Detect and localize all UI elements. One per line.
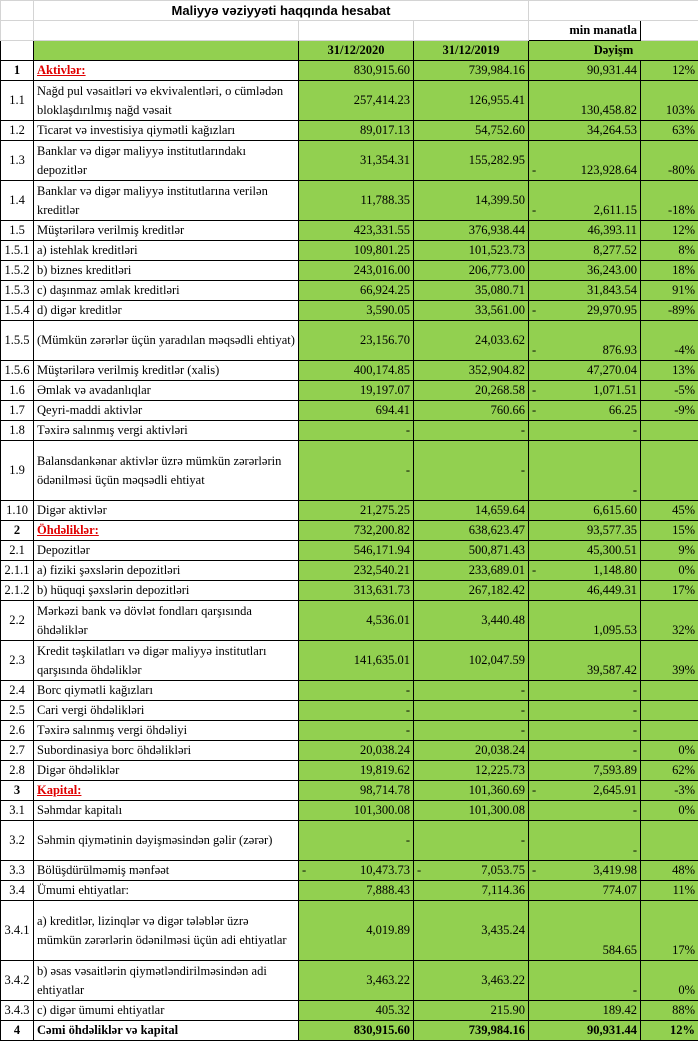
change-amount: - [632, 683, 638, 697]
row-code: 3 [1, 781, 34, 801]
value-2020: 31,354.31 [360, 153, 410, 167]
value-2020: 405.32 [375, 1003, 410, 1017]
table-row [1, 801, 698, 821]
row-code: 1.5 [1, 221, 34, 241]
change-amount: 584.65 [602, 943, 638, 957]
value-2019: 101,360.69 [468, 783, 526, 797]
row-code: 1.6 [1, 381, 34, 401]
value-2019: 7,114.36 [481, 883, 526, 897]
change-amount: 8,277.52 [593, 243, 638, 257]
table-row [1, 961, 698, 1001]
row-code: 2.7 [1, 741, 34, 761]
table-row [1, 321, 698, 361]
table-row [1, 241, 698, 261]
value-2020: 423,331.55 [353, 223, 410, 237]
row-code: 1.5.5 [1, 321, 34, 361]
row-label: a) kreditlər, lizinqlər və digər tələblər üzrə mümkün zərərlərin ödənilməsi üçün adi ehtiyatlar [37, 913, 287, 947]
row-label: Banklar və digər maliyyə institutlarına verilən kreditlər [37, 183, 268, 217]
row-code: 3.3 [1, 861, 34, 881]
row-label: Ticarət və investisiya qiymətli kağızları [37, 123, 236, 137]
header-2019: 31/12/2019 [414, 41, 529, 61]
row-code: 3.4.3 [1, 1001, 34, 1021]
value-2019: 352,904.82 [468, 363, 526, 377]
row-label: Nağd pul vəsaitləri və ekvivalentləri, o cümlədən bloklaşdırılmış nağd vəsait [37, 83, 284, 117]
row-code: 1.4 [1, 181, 34, 221]
value-2020: 7,888.43 [366, 883, 410, 897]
row-label: Balansdankənar aktivlər üzrə mümkün zərərlərin ödənilməsi üçün məqsədli ehtiyat [37, 453, 282, 487]
row-label: Kredit təşkilatları və digər maliyyə institutları qarşısında öhdəliklər [37, 643, 267, 677]
change-amount: 39,587.42 [587, 663, 638, 677]
value-2019: 35,080.71 [475, 283, 526, 297]
value-2020: 257,414.23 [353, 93, 410, 107]
row-label: b) əsas vəsaitlərin qiymətləndirilməsindən adi ehtiyatlar [37, 963, 267, 997]
change-percent: 45% [641, 501, 698, 521]
row-label: Ümumi ehtiyatlar: [37, 883, 129, 897]
value-2019: 101,300.08 [468, 803, 526, 817]
table-row [1, 421, 698, 441]
table-row [1, 301, 698, 321]
value-2020: 3,463.22 [366, 973, 410, 987]
change-percent: 88% [641, 1001, 698, 1021]
change-percent: 11% [641, 881, 698, 901]
change-amount: 130,458.82 [580, 103, 638, 117]
row-code: 2.6 [1, 721, 34, 741]
row-code: 3.2 [1, 821, 34, 861]
change-percent: -9% [641, 401, 698, 421]
negative-sign: - [532, 383, 537, 397]
value-2020: 4,019.89 [366, 923, 410, 937]
negative-sign: - [532, 343, 537, 357]
row-label: (Mümkün zərərlər üçün yaradılan məqsədli ehtiyat) [37, 333, 295, 347]
table-row [1, 361, 698, 381]
change-amount: 45,300.51 [587, 543, 638, 557]
change-percent: -5% [641, 381, 698, 401]
row-code: 1.5.4 [1, 301, 34, 321]
value-2020: 830,915.60 [353, 63, 410, 77]
value-2019: - [520, 423, 526, 437]
value-2020: 546,171.94 [353, 543, 410, 557]
row-label: a) istehlak kreditləri [37, 243, 138, 257]
value-2020: 10,473.73 [360, 863, 410, 877]
row-label: Borc qiymətli kağızları [37, 683, 153, 697]
value-2019: 267,182.42 [468, 583, 526, 597]
value-2020: 694.41 [375, 403, 410, 417]
value-2019: - [520, 683, 526, 697]
change-percent [641, 421, 698, 441]
change-amount: - [632, 483, 638, 497]
change-amount: 876.93 [602, 343, 638, 357]
table-row [1, 721, 698, 741]
change-percent: 0% [641, 961, 698, 1001]
negative-sign: - [532, 863, 537, 877]
value-2019: 376,938.44 [468, 223, 526, 237]
change-amount: 66.25 [608, 403, 638, 417]
value-2019: 500,871.43 [468, 543, 526, 557]
value-2019: - [520, 723, 526, 737]
row-code: 1.5.3 [1, 281, 34, 301]
value-2019: - [520, 463, 526, 477]
value-2020: 66,924.25 [360, 283, 410, 297]
change-amount: 46,393.11 [587, 223, 638, 237]
change-percent [641, 441, 698, 501]
header-row [1, 41, 698, 61]
table-row [1, 221, 698, 241]
row-label: Öhdəliklər: [37, 523, 99, 537]
change-amount: 189.42 [602, 1003, 638, 1017]
table-row [1, 901, 698, 961]
change-percent: 12% [641, 61, 698, 81]
row-code: 1.5.6 [1, 361, 34, 381]
table-row [1, 501, 698, 521]
value-2019: 206,773.00 [468, 263, 526, 277]
value-2019: 3,463.22 [481, 973, 526, 987]
value-2019: 233,689.01 [468, 563, 526, 577]
row-label: Digər aktivlər [37, 503, 107, 517]
row-code: 3.4.1 [1, 901, 34, 961]
table-row [1, 381, 698, 401]
change-percent: 17% [641, 581, 698, 601]
change-percent: 39% [641, 641, 698, 681]
row-code: 1.7 [1, 401, 34, 421]
table-row [1, 521, 698, 541]
negative-sign: - [532, 403, 537, 417]
value-2019: 12,225.73 [475, 763, 526, 777]
value-2019: 155,282.95 [468, 153, 526, 167]
change-percent: 0% [641, 801, 698, 821]
row-label: Digər öhdəliklər [37, 763, 120, 777]
change-amount: - [632, 703, 638, 717]
value-2020: 732,200.82 [353, 523, 410, 537]
value-2020: 11,788.35 [360, 193, 410, 207]
value-2020: - [405, 723, 410, 737]
table-row [1, 141, 698, 181]
table-row [1, 601, 698, 641]
change-amount: 7,593.89 [593, 763, 638, 777]
value-2020: 109,801.25 [353, 243, 410, 257]
row-label: Kapital: [37, 783, 82, 797]
row-label: Cəmi öhdəliklər və kapital [37, 1023, 179, 1037]
change-amount: 123,928.64 [580, 163, 638, 177]
row-label: c) daşınmaz əmlak kreditləri [37, 283, 180, 297]
value-2020: 3,590.05 [366, 303, 410, 317]
change-percent: 91% [641, 281, 698, 301]
value-2020: 313,631.73 [353, 583, 410, 597]
value-2019: 102,047.59 [468, 653, 526, 667]
change-percent: 32% [641, 601, 698, 641]
row-label: c) digər ümumi ehtiyatlar [37, 1003, 165, 1017]
negative-sign: - [532, 563, 537, 577]
row-code: 1.2 [1, 121, 34, 141]
row-label: Müştərilərə verilmiş kreditlər (xalis) [37, 363, 220, 377]
value-2020: 19,819.62 [360, 763, 410, 777]
row-label: d) digər kreditlər [37, 303, 122, 317]
row-label: Bölüşdürülməmiş mənfəət [37, 863, 170, 877]
row-code: 1.8 [1, 421, 34, 441]
value-2019: 24,033.62 [475, 333, 526, 347]
value-2019: - [520, 703, 526, 717]
table-row [1, 821, 698, 861]
row-code: 2.1.1 [1, 561, 34, 581]
row-label: Müştərilərə verilmiş kreditlər [37, 223, 185, 237]
row-code: 1.5.2 [1, 261, 34, 281]
value-2020: 141,635.01 [353, 653, 410, 667]
change-amount: - [632, 723, 638, 737]
table-row [1, 1021, 698, 1041]
change-percent: -89% [641, 301, 698, 321]
change-amount: 774.07 [602, 883, 638, 897]
row-label: Təxirə salınmış vergi aktivləri [37, 423, 188, 437]
change-percent: 12% [641, 1021, 698, 1041]
table-row [1, 81, 698, 121]
change-amount: - [632, 743, 638, 757]
table-row [1, 281, 698, 301]
row-code: 2.1.2 [1, 581, 34, 601]
table-row [1, 881, 698, 901]
table-row [1, 261, 698, 281]
value-2019: 14,659.64 [475, 503, 526, 517]
row-label: Səhmin qiymətinin dəyişməsindən gəlir (zərər) [37, 833, 273, 847]
row-code: 1.9 [1, 441, 34, 501]
value-2019: 7,053.75 [481, 863, 526, 877]
row-code: 3.4 [1, 881, 34, 901]
negative-sign: - [417, 863, 422, 877]
change-amount: 3,419.98 [593, 863, 638, 877]
value-2019: 739,984.16 [468, 63, 526, 77]
change-amount: - [632, 843, 638, 857]
row-label: Əmlak və avadanlıqlar [37, 383, 151, 397]
value-2020: - [405, 683, 410, 697]
change-amount: 2,645.91 [593, 783, 638, 797]
table-row [1, 681, 698, 701]
row-label: b) hüquqi şəxslərin depozitləri [37, 583, 190, 597]
negative-sign: - [532, 783, 537, 797]
row-code: 1.1 [1, 81, 34, 121]
value-2020: - [405, 423, 410, 437]
value-2020: 400,174.85 [353, 363, 410, 377]
change-percent: 8% [641, 241, 698, 261]
row-code: 2.1 [1, 541, 34, 561]
change-amount: 34,264.53 [587, 123, 638, 137]
change-percent: 0% [641, 741, 698, 761]
negative-sign: - [532, 303, 537, 317]
change-percent: 103% [641, 81, 698, 121]
negative-sign: - [532, 203, 537, 217]
value-2019: 126,955.41 [468, 93, 526, 107]
change-percent: 15% [641, 521, 698, 541]
change-percent: 63% [641, 121, 698, 141]
value-2020: 89,017.13 [360, 123, 410, 137]
row-label: Mərkəzi bank və dövlət fondları qarşısında öhdəliklər [37, 603, 252, 637]
change-percent [641, 821, 698, 861]
value-2020: 20,038.24 [360, 743, 410, 757]
table-row [1, 701, 698, 721]
table-row [1, 581, 698, 601]
value-2020: 98,714.78 [360, 783, 410, 797]
row-code: 2.3 [1, 641, 34, 681]
value-2020: 23,156.70 [360, 333, 410, 347]
value-2020: 101,300.08 [353, 803, 410, 817]
negative-sign: - [302, 863, 307, 877]
value-2019: 54,752.60 [475, 123, 526, 137]
row-code: 2.4 [1, 681, 34, 701]
row-code: 2 [1, 521, 34, 541]
change-amount: 36,243.00 [587, 263, 638, 277]
change-amount: 90,931.44 [587, 1023, 638, 1037]
row-code: 4 [1, 1021, 34, 1041]
value-2019: 14,399.50 [475, 193, 526, 207]
change-percent: 48% [641, 861, 698, 881]
row-label: b) biznes kreditləri [37, 263, 132, 277]
change-percent: -4% [641, 321, 698, 361]
value-2020: - [405, 463, 410, 477]
table-row [1, 181, 698, 221]
row-code: 2.8 [1, 761, 34, 781]
table-row [1, 401, 698, 421]
value-2020: 21,275.25 [360, 503, 410, 517]
row-code: 1.10 [1, 501, 34, 521]
row-code: 1 [1, 61, 34, 81]
value-2019: 215.90 [490, 1003, 526, 1017]
table-row [1, 121, 698, 141]
table-row [1, 541, 698, 561]
value-2020: - [405, 833, 410, 847]
change-percent: 62% [641, 761, 698, 781]
row-code: 1.3 [1, 141, 34, 181]
row-label: Banklar və digər maliyyə institutlarındakı depozitlər [37, 143, 246, 177]
change-amount: 46,449.31 [587, 583, 638, 597]
table-row [1, 61, 698, 81]
change-percent: 0% [641, 561, 698, 581]
table-row [1, 781, 698, 801]
table-row [1, 561, 698, 581]
change-amount: 6,615.60 [593, 503, 638, 517]
table-row [1, 641, 698, 681]
change-percent: -18% [641, 181, 698, 221]
change-percent [641, 681, 698, 701]
change-percent [641, 721, 698, 741]
row-label: Subordinasiya borc öhdəlikləri [37, 743, 192, 757]
row-code: 3.1 [1, 801, 34, 821]
table-row [1, 741, 698, 761]
change-amount: 1,148.80 [593, 563, 638, 577]
change-amount: 2,611.15 [593, 203, 638, 217]
change-amount: - [632, 983, 638, 997]
value-2019: 3,440.48 [481, 613, 526, 627]
change-percent: 12% [641, 221, 698, 241]
change-amount: 31,843.54 [587, 283, 638, 297]
row-code: 2.5 [1, 701, 34, 721]
change-amount: 90,931.44 [587, 63, 638, 77]
change-percent: -80% [641, 141, 698, 181]
value-2020: 19,197.07 [360, 383, 410, 397]
report-title: Maliyyə vəziyyəti haqqında hesabat [34, 1, 529, 21]
value-2020: 830,915.60 [353, 1023, 410, 1037]
value-2019: 3,435.24 [481, 923, 526, 937]
row-label: Depozitlər [37, 543, 90, 557]
table-row [1, 761, 698, 781]
header-change: Dəyişm [529, 41, 698, 61]
change-amount: 1,095.53 [593, 623, 638, 637]
table-row [1, 861, 698, 881]
row-label: a) fiziki şəxslərin depozitləri [37, 563, 181, 577]
negative-sign: - [532, 163, 537, 177]
row-label: Aktivlər: [37, 63, 86, 77]
value-2019: 760.66 [490, 403, 526, 417]
row-code: 1.5.1 [1, 241, 34, 261]
row-label: Səhmdar kapitalı [37, 803, 123, 817]
value-2020: - [405, 703, 410, 717]
change-amount: 47,270.04 [587, 363, 638, 377]
row-label: Qeyri-maddi aktivlər [37, 403, 143, 417]
row-code: 3.4.2 [1, 961, 34, 1001]
change-percent: 9% [641, 541, 698, 561]
value-2020: 232,540.21 [353, 563, 410, 577]
change-amount: 1,071.51 [593, 383, 638, 397]
value-2020: 4,536.01 [366, 613, 410, 627]
value-2019: 20,038.24 [475, 743, 526, 757]
change-percent [641, 701, 698, 721]
row-label: Təxirə salınmış vergi öhdəliyi [37, 723, 188, 737]
row-code: 2.2 [1, 601, 34, 641]
change-percent: 13% [641, 361, 698, 381]
value-2019: 101,523.73 [468, 243, 526, 257]
table-row [1, 441, 698, 501]
change-percent: -3% [641, 781, 698, 801]
header-2020: 31/12/2020 [299, 41, 414, 61]
value-2020: 243,016.00 [353, 263, 410, 277]
value-2019: 638,623.47 [468, 523, 526, 537]
value-2019: - [520, 833, 526, 847]
value-2019: 739,984.16 [468, 1023, 526, 1037]
change-percent: 18% [641, 261, 698, 281]
unit-label: min manatla [529, 21, 641, 41]
change-amount: - [632, 423, 638, 437]
value-2019: 33,561.00 [475, 303, 526, 317]
change-amount: - [632, 803, 638, 817]
change-amount: 29,970.95 [587, 303, 638, 317]
row-label: Cari vergi öhdəlikləri [37, 703, 145, 717]
change-percent: 17% [641, 901, 698, 961]
value-2019: 20,268.58 [475, 383, 526, 397]
change-amount: 93,577.35 [587, 523, 638, 537]
table-row [1, 1001, 698, 1021]
